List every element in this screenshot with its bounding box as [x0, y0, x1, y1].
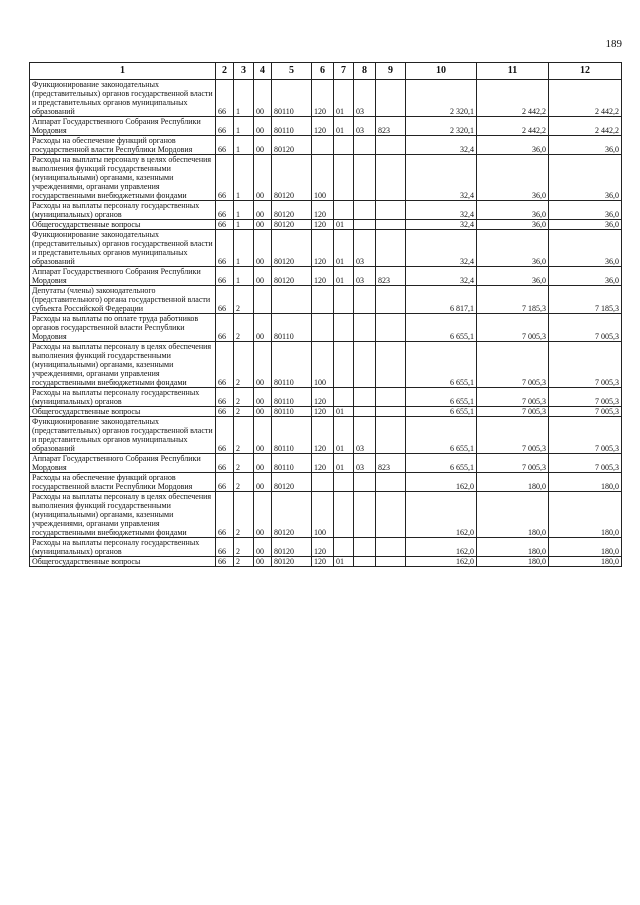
cell-col-12: 7 005,3: [549, 417, 622, 454]
cell-col-5: [272, 286, 312, 314]
table-row: [30, 201, 622, 220]
cell-col-3: 1: [234, 220, 254, 230]
cell-col-8: [354, 155, 376, 201]
cell-col-2: 66: [216, 557, 234, 567]
cell-col-4: 00: [254, 80, 272, 117]
cell-col-2: 66: [216, 155, 234, 201]
cell-col-5: 80120: [272, 155, 312, 201]
table-row: [30, 80, 622, 117]
cell-col-8: [354, 286, 376, 314]
cell-col-6: 120: [312, 230, 334, 267]
cell-col-4: 00: [254, 155, 272, 201]
cell-col-9: 823: [376, 117, 406, 136]
cell-col-9: [376, 314, 406, 342]
cell-col-8: 03: [354, 454, 376, 473]
header-col-7: 7: [334, 63, 354, 80]
cell-col-4: 00: [254, 201, 272, 220]
cell-col-10: 32,4: [406, 220, 477, 230]
cell-col-7: [334, 286, 354, 314]
cell-col-5: 80120: [272, 538, 312, 557]
cell-col-11: 36,0: [477, 155, 549, 201]
row-description: Функционирование законодательных (представительных) органов государственной власти и представительных органов муниципальных образований: [30, 230, 216, 267]
cell-col-3: 2: [234, 557, 254, 567]
cell-col-6: [312, 314, 334, 342]
cell-col-3: 2: [234, 342, 254, 388]
cell-col-11: 180,0: [477, 557, 549, 567]
row-description: Расходы на выплаты персоналу в целях обеспечения выполнения функций государственными (муниципальными) органами, казенными учреждениями, органами управления государственными внебюджетными фондами: [30, 342, 216, 388]
cell-col-10: 2 320,1: [406, 117, 477, 136]
cell-col-11: 180,0: [477, 473, 549, 492]
cell-col-7: 01: [334, 117, 354, 136]
table-row: [30, 267, 622, 286]
cell-col-4: 00: [254, 230, 272, 267]
cell-col-7: [334, 314, 354, 342]
cell-col-10: 6 655,1: [406, 454, 477, 473]
cell-col-12: 7 185,3: [549, 286, 622, 314]
cell-col-12: 7 005,3: [549, 388, 622, 407]
cell-col-2: 66: [216, 201, 234, 220]
cell-col-3: 2: [234, 388, 254, 407]
table-row: [30, 538, 622, 557]
cell-col-11: 7 005,3: [477, 314, 549, 342]
cell-col-11: 7 005,3: [477, 342, 549, 388]
cell-col-8: 03: [354, 230, 376, 267]
cell-col-8: 03: [354, 117, 376, 136]
row-description: Расходы на выплаты персоналу государственных (муниципальных) органов: [30, 538, 216, 557]
cell-col-10: 6 655,1: [406, 314, 477, 342]
cell-col-10: 6 655,1: [406, 417, 477, 454]
cell-col-11: 36,0: [477, 201, 549, 220]
header-col-4: 4: [254, 63, 272, 80]
cell-col-3: 1: [234, 117, 254, 136]
cell-col-2: 66: [216, 454, 234, 473]
cell-col-4: 00: [254, 454, 272, 473]
header-col-11: 11: [477, 63, 549, 80]
cell-col-7: [334, 342, 354, 388]
cell-col-2: 66: [216, 417, 234, 454]
table-row: [30, 314, 622, 342]
cell-col-7: 01: [334, 267, 354, 286]
cell-col-10: 32,4: [406, 201, 477, 220]
cell-col-4: 00: [254, 407, 272, 417]
table-row: [30, 473, 622, 492]
cell-col-5: 80110: [272, 388, 312, 407]
cell-col-9: [376, 155, 406, 201]
cell-col-11: 7 185,3: [477, 286, 549, 314]
cell-col-3: 2: [234, 407, 254, 417]
cell-col-3: 1: [234, 267, 254, 286]
cell-col-6: 120: [312, 388, 334, 407]
cell-col-8: [354, 314, 376, 342]
cell-col-8: [354, 388, 376, 407]
cell-col-2: 66: [216, 117, 234, 136]
cell-col-4: [254, 286, 272, 314]
cell-col-12: 2 442,2: [549, 117, 622, 136]
cell-col-7: [334, 473, 354, 492]
row-description: Расходы на выплаты персоналу в целях обеспечения выполнения функций государственными (муниципальными) органами, казенными учреждениями, органами управления государственными внебюджетными фондами: [30, 155, 216, 201]
cell-col-2: 66: [216, 538, 234, 557]
header-col-10: 10: [406, 63, 477, 80]
table-row: [30, 117, 622, 136]
cell-col-7: 01: [334, 417, 354, 454]
cell-col-10: 6 655,1: [406, 407, 477, 417]
cell-col-9: [376, 407, 406, 417]
header-col-6: 6: [312, 63, 334, 80]
row-description: Расходы на выплаты персоналу государственных (муниципальных) органов: [30, 388, 216, 407]
table-body: [30, 80, 622, 567]
row-description: Функционирование законодательных (представительных) органов государственной власти и представительных органов муниципальных образований: [30, 80, 216, 117]
cell-col-5: 80110: [272, 80, 312, 117]
header-col-2: 2: [216, 63, 234, 80]
cell-col-4: 00: [254, 388, 272, 407]
cell-col-12: 36,0: [549, 220, 622, 230]
row-description: Общегосударственные вопросы: [30, 557, 216, 567]
cell-col-8: [354, 473, 376, 492]
cell-col-5: 80120: [272, 267, 312, 286]
row-description: Расходы на выплаты персоналу в целях обеспечения выполнения функций государственными (муниципальными) органами, казенными учреждениями, органами управления государственными внебюджетными фондами: [30, 492, 216, 538]
cell-col-4: 00: [254, 417, 272, 454]
cell-col-5: 80120: [272, 492, 312, 538]
header-col-8: 8: [354, 63, 376, 80]
cell-col-5: 80110: [272, 342, 312, 388]
cell-col-3: 2: [234, 538, 254, 557]
cell-col-6: 120: [312, 201, 334, 220]
cell-col-11: 36,0: [477, 267, 549, 286]
cell-col-9: [376, 492, 406, 538]
cell-col-5: 80120: [272, 220, 312, 230]
cell-col-6: 120: [312, 267, 334, 286]
cell-col-5: 80120: [272, 201, 312, 220]
cell-col-4: 00: [254, 342, 272, 388]
cell-col-10: 32,4: [406, 230, 477, 267]
cell-col-8: [354, 201, 376, 220]
cell-col-2: 66: [216, 342, 234, 388]
cell-col-6: 120: [312, 117, 334, 136]
cell-col-7: 01: [334, 220, 354, 230]
cell-col-8: 03: [354, 417, 376, 454]
cell-col-6: [312, 286, 334, 314]
table-row: [30, 557, 622, 567]
cell-col-12: 7 005,3: [549, 314, 622, 342]
cell-col-3: 2: [234, 417, 254, 454]
cell-col-9: 823: [376, 267, 406, 286]
cell-col-12: 36,0: [549, 201, 622, 220]
cell-col-6: 120: [312, 220, 334, 230]
header-col-12: 12: [549, 63, 622, 80]
table-row: [30, 230, 622, 267]
table-row: [30, 155, 622, 201]
cell-col-5: 80120: [272, 473, 312, 492]
cell-col-6: 100: [312, 492, 334, 538]
cell-col-12: 7 005,3: [549, 342, 622, 388]
cell-col-12: 7 005,3: [549, 454, 622, 473]
cell-col-6: [312, 136, 334, 155]
table-row: [30, 136, 622, 155]
cell-col-2: 66: [216, 407, 234, 417]
cell-col-5: 80120: [272, 230, 312, 267]
cell-col-5: 80110: [272, 117, 312, 136]
cell-col-2: 66: [216, 267, 234, 286]
cell-col-4: 00: [254, 557, 272, 567]
header-col-5: 5: [272, 63, 312, 80]
row-description: Аппарат Государственного Собрания Республики Мордовия: [30, 117, 216, 136]
row-description: Расходы на обеспечение функций органов государственной власти Республики Мордовия: [30, 473, 216, 492]
cell-col-4: 00: [254, 538, 272, 557]
cell-col-12: 36,0: [549, 136, 622, 155]
cell-col-9: [376, 417, 406, 454]
cell-col-6: 120: [312, 538, 334, 557]
cell-col-9: [376, 136, 406, 155]
cell-col-11: 180,0: [477, 492, 549, 538]
row-description: Расходы на обеспечение функций органов государственной власти Республики Мордовия: [30, 136, 216, 155]
cell-col-5: 80120: [272, 557, 312, 567]
cell-col-8: [354, 557, 376, 567]
header-row: [30, 63, 622, 80]
cell-col-11: 7 005,3: [477, 388, 549, 407]
cell-col-11: 7 005,3: [477, 454, 549, 473]
cell-col-9: [376, 230, 406, 267]
cell-col-2: 66: [216, 473, 234, 492]
cell-col-10: 32,4: [406, 267, 477, 286]
cell-col-11: 36,0: [477, 136, 549, 155]
cell-col-10: 32,4: [406, 155, 477, 201]
cell-col-12: 2 442,2: [549, 80, 622, 117]
header-col-3: 3: [234, 63, 254, 80]
cell-col-3: 2: [234, 454, 254, 473]
cell-col-10: 162,0: [406, 557, 477, 567]
cell-col-12: 36,0: [549, 155, 622, 201]
cell-col-3: 1: [234, 230, 254, 267]
cell-col-8: [354, 220, 376, 230]
cell-col-7: 01: [334, 557, 354, 567]
cell-col-8: 03: [354, 80, 376, 117]
cell-col-6: 120: [312, 80, 334, 117]
table-row: [30, 454, 622, 473]
cell-col-12: 180,0: [549, 557, 622, 567]
cell-col-10: 162,0: [406, 538, 477, 557]
cell-col-9: [376, 473, 406, 492]
table-row: [30, 492, 622, 538]
table-row: [30, 417, 622, 454]
cell-col-9: [376, 342, 406, 388]
header-col-1: 1: [30, 63, 216, 80]
cell-col-6: 120: [312, 417, 334, 454]
row-description: Расходы на выплаты персоналу государственных (муниципальных) органов: [30, 201, 216, 220]
cell-col-11: 2 442,2: [477, 80, 549, 117]
cell-col-7: [334, 155, 354, 201]
cell-col-11: 7 005,3: [477, 417, 549, 454]
cell-col-7: [334, 492, 354, 538]
cell-col-7: 01: [334, 80, 354, 117]
cell-col-11: 2 442,2: [477, 117, 549, 136]
cell-col-10: 6 655,1: [406, 342, 477, 388]
cell-col-4: 00: [254, 220, 272, 230]
cell-col-3: 1: [234, 155, 254, 201]
cell-col-4: 00: [254, 117, 272, 136]
cell-col-11: 7 005,3: [477, 407, 549, 417]
cell-col-9: [376, 286, 406, 314]
cell-col-2: 66: [216, 80, 234, 117]
cell-col-7: [334, 201, 354, 220]
cell-col-7: 01: [334, 230, 354, 267]
cell-col-9: [376, 538, 406, 557]
cell-col-6: 100: [312, 342, 334, 388]
cell-col-5: 80110: [272, 407, 312, 417]
cell-col-5: 80110: [272, 454, 312, 473]
cell-col-2: 66: [216, 286, 234, 314]
cell-col-10: 162,0: [406, 492, 477, 538]
row-description: Общегосударственные вопросы: [30, 407, 216, 417]
cell-col-2: 66: [216, 388, 234, 407]
cell-col-12: 36,0: [549, 267, 622, 286]
cell-col-6: [312, 473, 334, 492]
table-row: [30, 388, 622, 407]
cell-col-4: 00: [254, 492, 272, 538]
cell-col-8: [354, 136, 376, 155]
row-description: Аппарат Государственного Собрания Республики Мордовия: [30, 454, 216, 473]
cell-col-2: 66: [216, 136, 234, 155]
row-description: Аппарат Государственного Собрания Республики Мордовия: [30, 267, 216, 286]
cell-col-3: 1: [234, 136, 254, 155]
cell-col-3: 2: [234, 492, 254, 538]
cell-col-7: 01: [334, 454, 354, 473]
cell-col-4: 00: [254, 267, 272, 286]
cell-col-11: 36,0: [477, 230, 549, 267]
cell-col-9: [376, 220, 406, 230]
cell-col-3: 2: [234, 473, 254, 492]
cell-col-10: 6 817,1: [406, 286, 477, 314]
cell-col-3: 1: [234, 201, 254, 220]
cell-col-12: 180,0: [549, 492, 622, 538]
row-description: Общегосударственные вопросы: [30, 220, 216, 230]
header-col-9: 9: [376, 63, 406, 80]
cell-col-7: 01: [334, 407, 354, 417]
cell-col-9: 823: [376, 454, 406, 473]
table-row: [30, 342, 622, 388]
cell-col-2: 66: [216, 230, 234, 267]
cell-col-12: 7 005,3: [549, 407, 622, 417]
cell-col-7: [334, 388, 354, 407]
cell-col-8: [354, 492, 376, 538]
row-description: Депутаты (члены) законодательного (представительного) органа государственной власти субъекта Российской Федерации: [30, 286, 216, 314]
cell-col-10: 162,0: [406, 473, 477, 492]
cell-col-6: 120: [312, 454, 334, 473]
cell-col-5: 80110: [272, 417, 312, 454]
cell-col-4: 00: [254, 314, 272, 342]
table-row: [30, 286, 622, 314]
cell-col-4: 00: [254, 473, 272, 492]
page-number: 189: [605, 38, 622, 50]
cell-col-10: 6 655,1: [406, 388, 477, 407]
cell-col-6: 100: [312, 155, 334, 201]
cell-col-5: 80120: [272, 136, 312, 155]
cell-col-3: 2: [234, 286, 254, 314]
cell-col-11: 180,0: [477, 538, 549, 557]
cell-col-9: [376, 201, 406, 220]
cell-col-12: 36,0: [549, 230, 622, 267]
cell-col-8: [354, 538, 376, 557]
cell-col-8: [354, 342, 376, 388]
cell-col-8: 03: [354, 267, 376, 286]
row-description: Расходы на выплаты по оплате труда работников органов государственной власти Республики Мордовия: [30, 314, 216, 342]
cell-col-10: 2 320,1: [406, 80, 477, 117]
cell-col-2: 66: [216, 492, 234, 538]
cell-col-4: 00: [254, 136, 272, 155]
cell-col-2: 66: [216, 220, 234, 230]
cell-col-12: 180,0: [549, 473, 622, 492]
budget-table: [29, 62, 622, 567]
table-row: [30, 407, 622, 417]
cell-col-11: 36,0: [477, 220, 549, 230]
cell-col-10: 32,4: [406, 136, 477, 155]
cell-col-3: 2: [234, 314, 254, 342]
cell-col-7: [334, 538, 354, 557]
cell-col-6: 120: [312, 407, 334, 417]
cell-col-9: [376, 80, 406, 117]
cell-col-8: [354, 407, 376, 417]
cell-col-7: [334, 136, 354, 155]
row-description: Функционирование законодательных (представительных) органов государственной власти и представительных органов муниципальных образований: [30, 417, 216, 454]
cell-col-2: 66: [216, 314, 234, 342]
cell-col-12: 180,0: [549, 538, 622, 557]
cell-col-9: [376, 557, 406, 567]
cell-col-6: 120: [312, 557, 334, 567]
cell-col-3: 1: [234, 80, 254, 117]
cell-col-5: 80110: [272, 314, 312, 342]
table-header: [30, 63, 622, 80]
cell-col-9: [376, 388, 406, 407]
table-row: [30, 220, 622, 230]
